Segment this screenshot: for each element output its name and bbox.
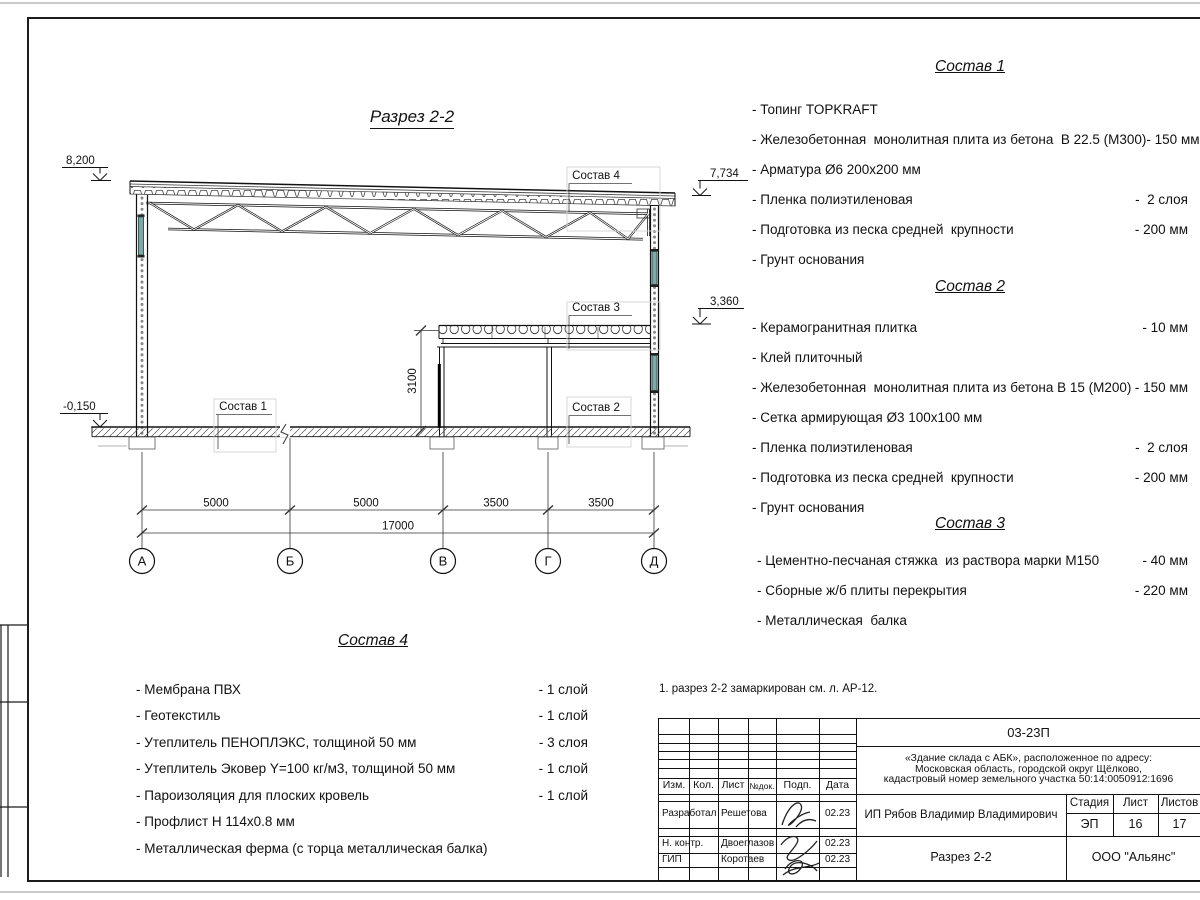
sheet-note: 1. разрез 2-2 замаркирован см. л. АР-12.	[659, 683, 878, 695]
window-left-wall	[139, 217, 144, 255]
window-right-lower	[652, 356, 657, 391]
svg-text:3500: 3500	[483, 497, 509, 510]
elevation-mark-roof-right	[692, 168, 748, 196]
svg-text:5000: 5000	[203, 497, 229, 510]
drawing-title	[370, 107, 455, 129]
list-item: - Утеплитель Эковер Y=100 кг/м3, толщиной 50 мм - 1 слой	[136, 761, 588, 777]
list-item: - Пленка полиэтиленовая - 2 слоя	[752, 191, 1188, 207]
svg-text:17000: 17000	[382, 520, 414, 533]
svg-text:Разрез 2-2: Разрез 2-2	[369, 107, 455, 126]
svg-text:7,734: 7,734	[710, 168, 739, 180]
svg-text:5000: 5000	[353, 497, 379, 510]
roof-truss	[146, 203, 650, 239]
company-name: ООО "Альянс"	[1091, 850, 1176, 865]
row-date: 02.23	[824, 838, 851, 850]
foundation	[129, 437, 155, 449]
column-axis-v	[438, 364, 441, 428]
axis-label: Г	[544, 553, 552, 569]
frame-side-columns	[0, 625, 27, 877]
axis-bubbles	[130, 549, 667, 574]
list-title: Состав 2	[935, 278, 1005, 295]
col-header-podp: Подп.	[783, 779, 812, 792]
stage-label: Стадия	[1069, 797, 1110, 810]
foundation	[538, 437, 558, 449]
svg-text:8,200: 8,200	[66, 155, 95, 167]
list-item: - Мембрана ПВХ - 1 слой	[136, 681, 588, 697]
doc-number: 03-23П	[1007, 724, 1050, 740]
client-name: ИП Рябов Владимир Владимирович	[864, 808, 1058, 821]
col-header-kol: Кол.	[693, 779, 714, 792]
foundation	[430, 437, 454, 449]
window-cap	[138, 255, 145, 258]
row-date: 02.23	[824, 853, 851, 865]
list-item: - Утеплитель ПЕНОПЛЭКС, толщиной 50 мм - 3 слоя	[136, 734, 588, 750]
composition-list-2	[752, 278, 1188, 522]
axis-label: А	[137, 553, 147, 569]
svg-text:Состав 3: Состав 3	[572, 302, 620, 314]
axis-label: В	[438, 553, 448, 569]
list-item: - Пленка полиэтиленовая - 2 слоя	[752, 439, 1188, 455]
elevation-mark-ground	[60, 401, 112, 427]
svg-text:Состав 2: Состав 2	[572, 402, 620, 414]
list-item: - Топинг TOPKRAFT	[752, 101, 878, 117]
object-description: «Здание склада с АБК», расположенное по адресу: Московская область, городской округ Щёлково, кадастровый номер земельного участка 50:14:0050912:1696	[883, 752, 1174, 786]
svg-text:3,360: 3,360	[710, 296, 739, 308]
list-item: - Подготовка из песка средней крупности - 200 мм	[752, 221, 1188, 237]
list-title: Состав 4	[338, 632, 408, 649]
sheets-label: Листов	[1160, 797, 1199, 810]
list-item: - Железобетонная монолитная плита из бетона В 22.5 (М300)- 150 мм	[752, 131, 1200, 147]
title-block	[658, 718, 1200, 881]
col-header-list: Лист	[721, 779, 745, 792]
list-item: - Профлист Н 114х0.8 мм	[136, 814, 295, 830]
list-item: - Грунт основания	[752, 251, 865, 267]
row-name: Двоеглазов	[721, 838, 775, 850]
wall-right	[651, 206, 659, 438]
row-role: Разработал	[662, 808, 717, 820]
roof-assembly	[130, 181, 675, 206]
mezzanine-floor	[439, 326, 651, 348]
list-item: - Пароизоляция для плоских кровель - 1 слой	[136, 787, 588, 803]
leader-label-sostav2	[567, 397, 631, 447]
list-item: - Цементно-песчаная стяжка из раствора марки М150 - 40 мм	[757, 552, 1188, 568]
axis-label: Б	[285, 553, 295, 569]
columns	[437, 347, 554, 437]
elevation-mark-mezzanine	[692, 296, 744, 324]
svg-text:Состав 4: Состав 4	[572, 170, 620, 182]
foundation	[642, 437, 664, 449]
list-item: - Геотекстиль - 1 слой	[136, 708, 588, 724]
sheet-number: 16	[1128, 816, 1143, 831]
list-title: Состав 3	[935, 515, 1005, 532]
row-date: 02.23	[824, 808, 851, 820]
window-cap	[651, 391, 658, 394]
row-name: Коротаев	[721, 853, 765, 865]
list-item: - Керамогранитная плитка - 10 мм	[752, 319, 1188, 335]
list-item: - Клей плиточный	[752, 349, 863, 365]
svg-text:Состав 1: Состав 1	[219, 401, 267, 413]
signature-checker-gip	[775, 831, 823, 879]
window-cap	[651, 285, 658, 288]
sheet-label: Лист	[1123, 797, 1148, 810]
list-item: - Сетка армирующая Ø3 100х100 мм	[752, 409, 983, 425]
list-item: - Подготовка из песка средней крупности - 200 мм	[752, 469, 1188, 485]
svg-text:3500: 3500	[588, 497, 614, 510]
list-item: - Грунт основания	[752, 499, 865, 515]
row-role: Н. контр.	[662, 838, 704, 850]
composition-list-4	[136, 632, 588, 862]
col-header-izm: Изм.	[662, 779, 686, 792]
elevation-mark-roof-left	[62, 155, 111, 181]
axis-label: Д	[649, 553, 659, 569]
list-item: - Металлическая ферма (с торца металлическая балка)	[136, 840, 488, 856]
col-header-data: Дата	[825, 779, 850, 792]
leader-label-sostav1	[214, 399, 276, 452]
window-right-upper	[652, 252, 657, 285]
height-dimension	[407, 326, 439, 437]
row-role: ГИП	[662, 853, 682, 865]
list-item: - Сборные ж/б плиты перекрытия - 220 мм	[757, 582, 1188, 598]
list-item: - Арматура Ø6 200х200 мм	[752, 161, 921, 177]
stage-value: ЭП	[1080, 816, 1099, 831]
composition-list-3	[752, 515, 1188, 635]
list-title: Состав 1	[935, 58, 1005, 75]
svg-text:3100: 3100	[407, 368, 419, 394]
wall-left	[137, 195, 148, 438]
dimension-lines	[137, 438, 659, 548]
ground-slab	[92, 424, 690, 449]
sheets-total: 17	[1172, 816, 1187, 831]
list-item: - Металлическая балка	[757, 612, 907, 628]
sheet-title: Разрез 2-2	[930, 850, 992, 865]
signature-developer	[777, 797, 819, 831]
list-item: - Железобетонная монолитная плита из бетона В 15 (М200) - 150 мм	[752, 379, 1188, 395]
row-name: Решетова	[721, 808, 767, 820]
svg-text:-0,150: -0,150	[63, 401, 96, 413]
composition-list-1	[752, 58, 1200, 274]
col-header-ndok: №док.	[749, 780, 775, 791]
